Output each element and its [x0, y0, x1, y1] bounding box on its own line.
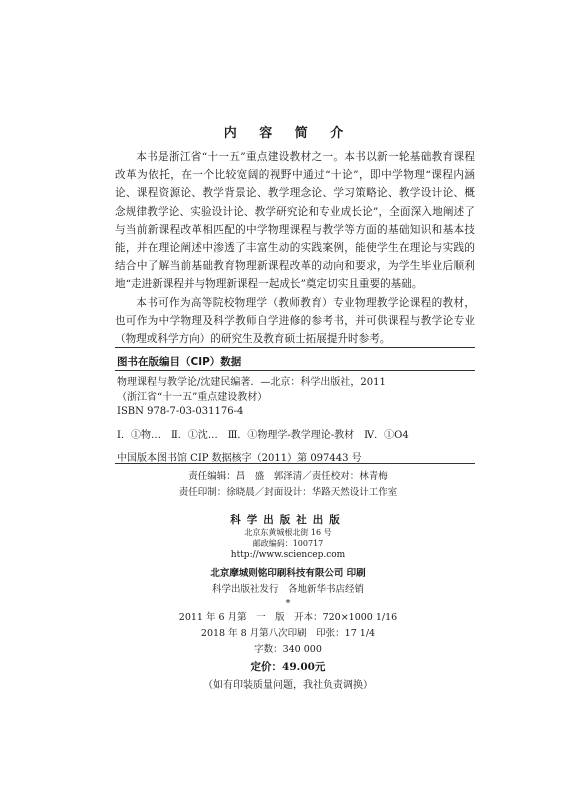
distribution-info: 科学出版社发行 各地新华书店经销 [211, 584, 364, 595]
cip-record [117, 376, 477, 467]
credits-editors: 责任编辑：昌 盛 郭泽清／责任校对：林青梅 [188, 471, 388, 482]
price: 定价：49.00元 [250, 661, 326, 673]
cip-line-classification: Ⅰ．①物… Ⅱ．①沈… Ⅲ．①物理学-教学理论-教材 Ⅳ．①O4 [117, 429, 409, 441]
word-count: 字数：340 000 [254, 644, 322, 655]
publisher-postcode: 邮政编码：100717 [252, 539, 324, 548]
printer-name: 北京摩城则铭印刷科技有限公司 印刷 [210, 568, 366, 579]
page-title: 内 容 简 介 [223, 126, 353, 141]
publisher-name: 科学出版社出版 [230, 514, 346, 526]
abstract-paragraph-1: 本书是浙江省“十一五”重点建设教材之一。本书以新一轮基础教育课程改革为依托，在一个比较宽阔的视野中通过“十论”，即中学物理“课程内涵论、课程资源论、教学背景论、教学理念论、学习策略论、教学设计论、概念规律教学论、实验设计论、教学研究论和专业成长论”，全面深入地阐述了与当前新课程改革相匹配的中学物理课程与教学等方面的基础知识和基本技能，并在理论阐述中渗透了丰富生动的实践案例，能使学生在理论与实践的结合中了解当前基础教育物理新课程改革的动向和要求，为学生毕业后顺利地“走进新课程并与物理新课程一起成长”奠定切实且重要的基础。 [115, 151, 475, 291]
quality-notice: （如有印装质量问题，我社负责调换） [203, 680, 373, 691]
separator-star: * [285, 598, 291, 609]
printing-info: 2018 年 8 月第八次印刷 印张：17 1/4 [200, 628, 376, 639]
edition-info: 2011 年 6 月第 一 版 开本：720×1000 1/16 [178, 612, 398, 623]
publisher-website: http://www.sciencep.com [230, 550, 346, 560]
credits-production: 责任印制：徐晓晨／封面设计：华路天然设计工作室 [178, 487, 398, 498]
cip-line-number: 中国版本图书馆 CIP 数据核字（2011）第 097443 号 [117, 453, 362, 465]
cip-top-divider [115, 347, 475, 348]
cip-heading-divider [115, 370, 475, 371]
cip-line-series: （浙江省“十一五”重点建设教材） [117, 391, 268, 403]
abstract [115, 148, 475, 348]
credits [0, 469, 576, 501]
abstract-paragraph-2: 本书可作为高等院校物理学（教师教育）专业物理教学论课程的教材，也可作为中学物理及科学教师自学进修的参考书，并可供课程与教学论专业（物理或科学方向）的研究生及教育硕士拓展提升时参考。 [115, 296, 475, 346]
cip-line-title: 物理课程与教学论/沈建民编著．—北京：科学出版社，2011 [117, 377, 386, 388]
imprint [0, 512, 576, 695]
cip-bottom-divider [115, 463, 475, 464]
publisher-address: 北京东黄城根北街 16 号 [244, 528, 332, 537]
cip-line-isbn: ISBN 978-7-03-031176-4 [117, 406, 244, 418]
cip-heading: 图书在版编目（CIP）数据 [117, 356, 242, 368]
